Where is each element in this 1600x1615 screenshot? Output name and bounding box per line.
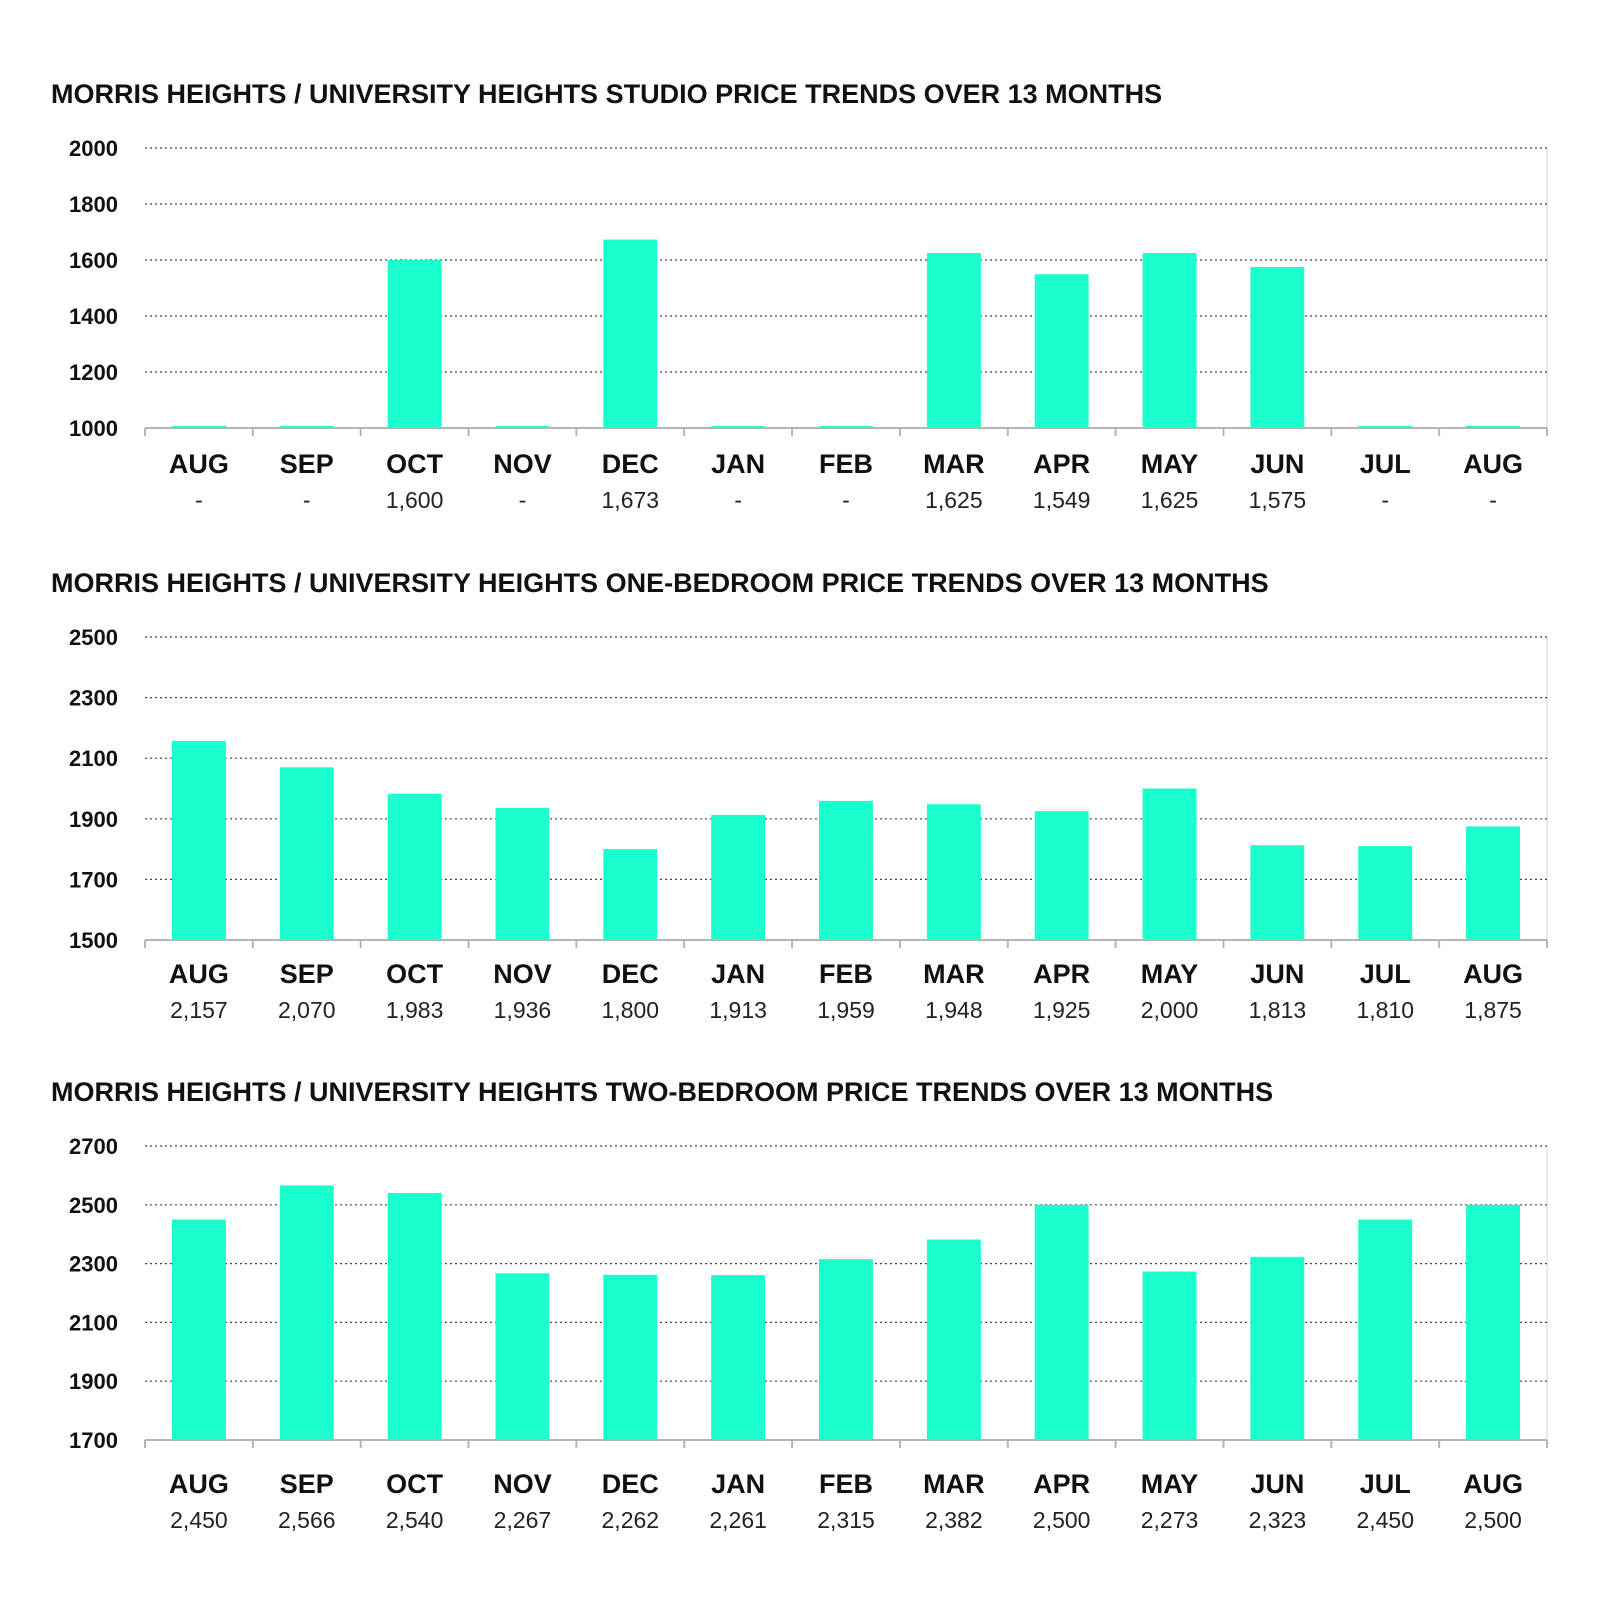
y-tick-label: 2500 (69, 1192, 118, 1218)
y-tick-label: 1000 (69, 416, 118, 441)
x-tick-label: DEC (601, 959, 659, 989)
x-tick-label: APR (1033, 449, 1091, 479)
bar (711, 815, 765, 940)
x-tick-label: JUL (1359, 449, 1411, 479)
x-tick-label: DEC (601, 449, 659, 479)
y-tick-label: 1900 (69, 1369, 118, 1395)
x-tick-label: FEB (819, 1469, 873, 1499)
x-tick-label: SEP (279, 959, 334, 989)
bar (1466, 1205, 1520, 1440)
x-tick-label: SEP (279, 1469, 334, 1499)
data-label: 1,959 (817, 997, 875, 1023)
data-label: 1,549 (1032, 487, 1091, 513)
chart-title: MORRIS HEIGHTS / UNIVERSITY HEIGHTS ONE-BEDROOM PRICE TRENDS OVER 13 MONTHS (51, 568, 1269, 598)
bar (927, 1240, 981, 1441)
y-tick-label: 2000 (69, 136, 118, 161)
x-tick-label: MAR (923, 959, 985, 989)
y-tick-label: 1800 (69, 192, 118, 217)
bar (388, 794, 442, 940)
x-tick-label: DEC (601, 1469, 659, 1499)
data-label: - (734, 487, 742, 513)
bar (388, 1193, 442, 1440)
bar (603, 849, 657, 940)
data-label: 2,450 (170, 1507, 228, 1533)
data-label: 1,925 (1032, 997, 1091, 1023)
x-tick-label: OCT (386, 1469, 444, 1499)
data-label: 1,913 (709, 997, 767, 1023)
bar (1035, 274, 1089, 428)
chart-1 (51, 79, 1547, 513)
y-tick-label: 1200 (69, 360, 118, 385)
x-tick-label: MAR (923, 449, 985, 479)
y-tick-label: 1700 (69, 1428, 118, 1453)
x-tick-label: NOV (493, 959, 552, 989)
x-tick-label: JUN (1250, 959, 1305, 989)
data-label: 2,450 (1356, 1507, 1415, 1533)
chart-2 (51, 568, 1547, 1023)
bar (280, 767, 334, 940)
y-tick-label: 1500 (69, 928, 118, 953)
x-tick-label: JUL (1359, 1469, 1411, 1499)
data-label: - (518, 487, 527, 513)
y-tick-label: 2300 (69, 685, 118, 711)
x-tick-label: FEB (819, 449, 873, 479)
data-label: 2,261 (709, 1507, 767, 1533)
data-label: 1,875 (1464, 997, 1522, 1023)
x-tick-label: OCT (386, 959, 444, 989)
data-label: - (1381, 487, 1390, 513)
x-tick-label: MAY (1140, 449, 1199, 479)
data-label: 2,382 (925, 1507, 983, 1533)
data-label: 2,000 (1140, 997, 1199, 1023)
data-label: - (195, 487, 203, 513)
data-label: 2,070 (277, 997, 336, 1023)
data-label: 2,500 (1032, 1507, 1091, 1533)
x-tick-label: APR (1033, 1469, 1091, 1499)
y-tick-label: 1600 (69, 248, 118, 273)
data-label: 2,157 (170, 997, 228, 1023)
data-label: 2,273 (1140, 1507, 1199, 1533)
data-label: 1,575 (1248, 487, 1307, 513)
data-label: 2,267 (493, 1507, 552, 1533)
bar (1250, 845, 1304, 940)
x-tick-label: AUG (1463, 1469, 1524, 1499)
bar (1358, 1220, 1412, 1441)
data-label: 1,936 (493, 997, 552, 1023)
bar (1143, 253, 1197, 428)
x-tick-label: JUN (1250, 449, 1305, 479)
y-tick-label: 2100 (69, 1310, 118, 1336)
data-label: 2,315 (817, 1507, 875, 1533)
data-label: 2,262 (601, 1507, 660, 1533)
x-tick-label: FEB (819, 959, 873, 989)
x-tick-label: AUG (168, 959, 229, 989)
bar (819, 1259, 873, 1440)
y-tick-label: 1700 (69, 867, 118, 893)
y-tick-label: 1900 (69, 806, 118, 832)
x-tick-label: JUN (1250, 1469, 1305, 1499)
chart-title: MORRIS HEIGHTS / UNIVERSITY HEIGHTS STUDIO PRICE TRENDS OVER 13 MONTHS (51, 79, 1163, 109)
bar (1035, 1205, 1089, 1440)
bar (1250, 1257, 1304, 1440)
x-tick-label: MAR (923, 1469, 985, 1499)
x-tick-label: OCT (386, 449, 444, 479)
data-label: - (842, 487, 850, 513)
data-label: 1,813 (1248, 997, 1307, 1023)
x-tick-label: JAN (711, 1469, 766, 1499)
bar (603, 1275, 657, 1440)
data-label: - (1489, 487, 1497, 513)
bar (1250, 267, 1304, 428)
bar (496, 808, 550, 940)
bar (1358, 846, 1412, 940)
data-label: 2,540 (385, 1507, 444, 1533)
data-label: 1,673 (601, 487, 660, 513)
x-tick-label: MAY (1140, 959, 1199, 989)
y-tick-label: 2100 (69, 746, 118, 772)
bar (711, 1275, 765, 1440)
data-label: - (302, 487, 311, 513)
x-tick-label: AUG (168, 449, 229, 479)
data-label: 1,983 (385, 997, 444, 1023)
data-label: 1,625 (925, 487, 983, 513)
x-tick-label: NOV (493, 1469, 552, 1499)
bar (819, 801, 873, 940)
data-label: 1,948 (925, 997, 983, 1023)
bar (172, 741, 226, 940)
chart-title: MORRIS HEIGHTS / UNIVERSITY HEIGHTS TWO-BEDROOM PRICE TRENDS OVER 13 MONTHS (51, 1077, 1274, 1107)
y-tick-label: 1400 (69, 304, 118, 329)
bar (1466, 826, 1520, 940)
x-tick-label: AUG (1463, 449, 1524, 479)
bar (1143, 1272, 1197, 1441)
bar (172, 1220, 226, 1441)
bar (280, 1185, 334, 1440)
y-tick-label: 2300 (69, 1251, 118, 1277)
bar (1143, 789, 1197, 941)
x-tick-label: NOV (493, 449, 552, 479)
data-label: 2,323 (1248, 1507, 1307, 1533)
x-tick-label: JAN (711, 959, 766, 989)
bar (1035, 811, 1089, 940)
x-tick-label: JUL (1359, 959, 1411, 989)
x-tick-label: APR (1033, 959, 1091, 989)
x-tick-label: SEP (279, 449, 334, 479)
bar (388, 260, 442, 428)
data-label: 2,566 (277, 1507, 336, 1533)
chart-3 (51, 1077, 1547, 1533)
x-tick-label: AUG (168, 1469, 229, 1499)
bar (496, 1273, 550, 1440)
data-label: 1,810 (1356, 997, 1415, 1023)
x-tick-label: AUG (1463, 959, 1524, 989)
x-tick-label: JAN (711, 449, 766, 479)
data-label: 1,625 (1140, 487, 1199, 513)
x-tick-label: MAY (1140, 1469, 1199, 1499)
bar (927, 253, 981, 428)
data-label: 1,800 (601, 997, 660, 1023)
bar (603, 240, 657, 428)
bar (927, 804, 981, 940)
y-tick-label: 2500 (69, 625, 118, 650)
data-label: 2,500 (1464, 1507, 1522, 1533)
data-label: 1,600 (385, 487, 444, 513)
y-tick-label: 2700 (69, 1134, 118, 1159)
